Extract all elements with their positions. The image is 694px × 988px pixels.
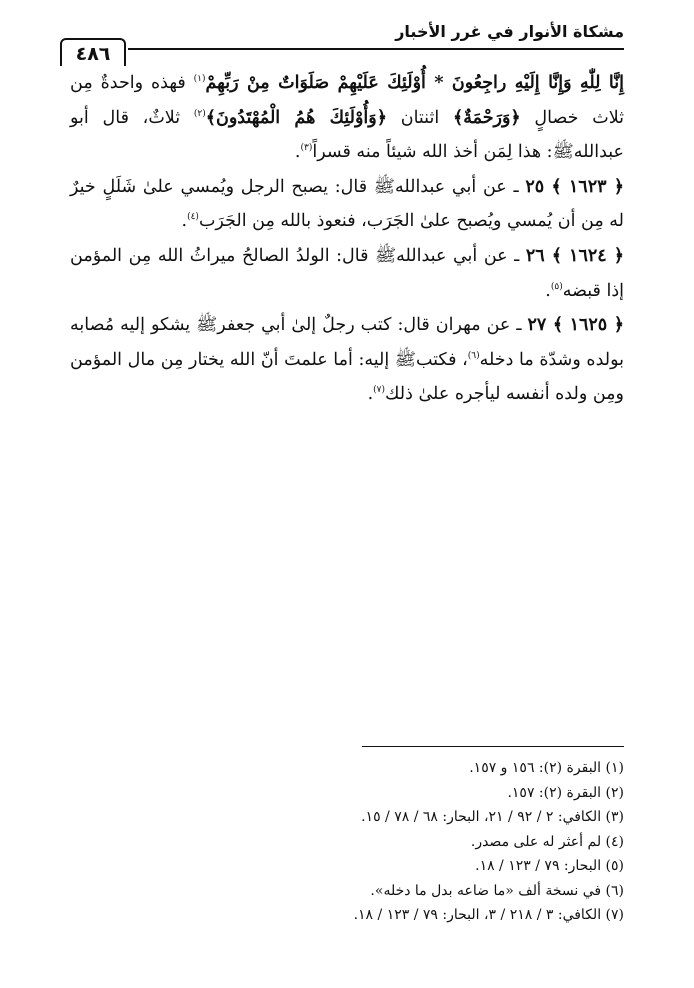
hadith-text: ـ عن مهران قال: كتب رجلٌ إلىٰ أبي جعفر‏ﷺ يشكو إليه مُصابه بولده وشدّة ما دخله [70, 315, 625, 370]
quran-verse: ﴿وَأُوْلَئِكَ هُمُ الْمُهْتَدُونَ﴾ [205, 107, 387, 128]
footnote-item: (٣) الكافي: ٢ / ٩٢ / ٢١، البحار: ٦٨ / ٧٨ / ١٥. [361, 809, 624, 825]
footnote-item: (٢) البقرة (٢): ١٥٧. [507, 784, 624, 801]
text-span: . [181, 211, 188, 232]
section-number: ٢٧ [527, 315, 553, 336]
text-span: ثلاثٌ، قال أبو عبدالله‏ﷺ: هذا لِمَن أخذ الله شيئاً منه قسراً [70, 107, 624, 163]
footnote-ref: (٢) [193, 108, 206, 119]
quran-verse: إِنَّا لِلّٰهِ وَإِنَّا إِلَيْهِ راجِعُونَ * أُوْلَئِكَ عَلَيْهِمْ صَلَوَاتٌ مِنْ رَبِّهِمْ [205, 73, 624, 93]
hadith-1623 [70, 170, 624, 239]
footnote-item: (١) البقرة (٢): ١٥٦ و ١٥٧. [469, 760, 624, 776]
footnote-item: (٦) في نسخة ألف «ما ضاعه بدل ما دخله». [370, 882, 624, 899]
text-span: . [367, 384, 374, 405]
footnote-separator [362, 746, 624, 747]
footnote-item: (٤) لم أعثر له على مصدر. [470, 833, 624, 850]
text-span: فهذه واحدةٌ مِن ثلاث خصالٍ [70, 73, 625, 128]
section-number: ٢٦ [525, 245, 552, 266]
text-span: اثنتان [386, 107, 453, 128]
quran-verse: ﴿وَرَحْمَةٌ﴾ [452, 107, 521, 128]
hadith-text: ـ عن أبي عبدالله‏ﷺ قال: الولدُ الصالحُ ميراثُ الله مِن المؤمن إذا قبضه [70, 245, 624, 301]
footnote-item: (٥) البحار: ٧٩ / ١٢٣ / ١٨. [475, 858, 624, 874]
page-number: ٤٨٦ [60, 38, 126, 66]
paragraph-continuation [70, 66, 624, 170]
text-span: . [294, 142, 301, 163]
hadith-1624 [70, 239, 624, 308]
section-number: ٢٥ [525, 176, 552, 197]
hadith-text: ، فكتب‏ﷺ إليه: أما علمتَ أنّ الله يختار مِن مال المؤمن ومِن ولده أنفسه ليأجره علىٰ ذلك [70, 349, 624, 405]
footnote-ref: (٣) [300, 143, 313, 154]
hadith-number: ﴿ ١٦٢٣ ﴾ [551, 176, 625, 197]
footnote-ref: (٤) [187, 212, 199, 223]
main-text [70, 66, 624, 412]
footnotes [70, 756, 624, 928]
book-title: مشكاة الأنوار في غرر الأخبار [395, 22, 624, 41]
footnote-ref: (٥) [550, 281, 563, 292]
text-span: . [545, 280, 551, 301]
running-header [60, 18, 624, 65]
hadith-1625 [70, 308, 624, 412]
footnote-ref: (٦) [467, 350, 480, 361]
header-rule [128, 48, 624, 50]
footnote-ref: (١) [193, 74, 206, 85]
footnote-ref: (٧) [373, 385, 386, 396]
hadith-number: ﴿ ١٦٢٥ ﴾ [552, 315, 624, 336]
footnote-item: (٧) الكافي: ٣ / ٢١٨ / ٣، البحار: ٧٩ / ١٢٣ / ١٨. [353, 907, 624, 923]
hadith-number: ﴿ ١٦٢٤ ﴾ [551, 245, 624, 266]
hadith-text: ـ عن أبي عبدالله‏ﷺ قال: يصبح الرجل ويُمسي علىٰ شَلَلٍ خيرٌ له مِن أن يُمسي ويُصبح علىٰ الجَرَب، فنعوذ بالله مِن الجَرَب [70, 176, 624, 232]
